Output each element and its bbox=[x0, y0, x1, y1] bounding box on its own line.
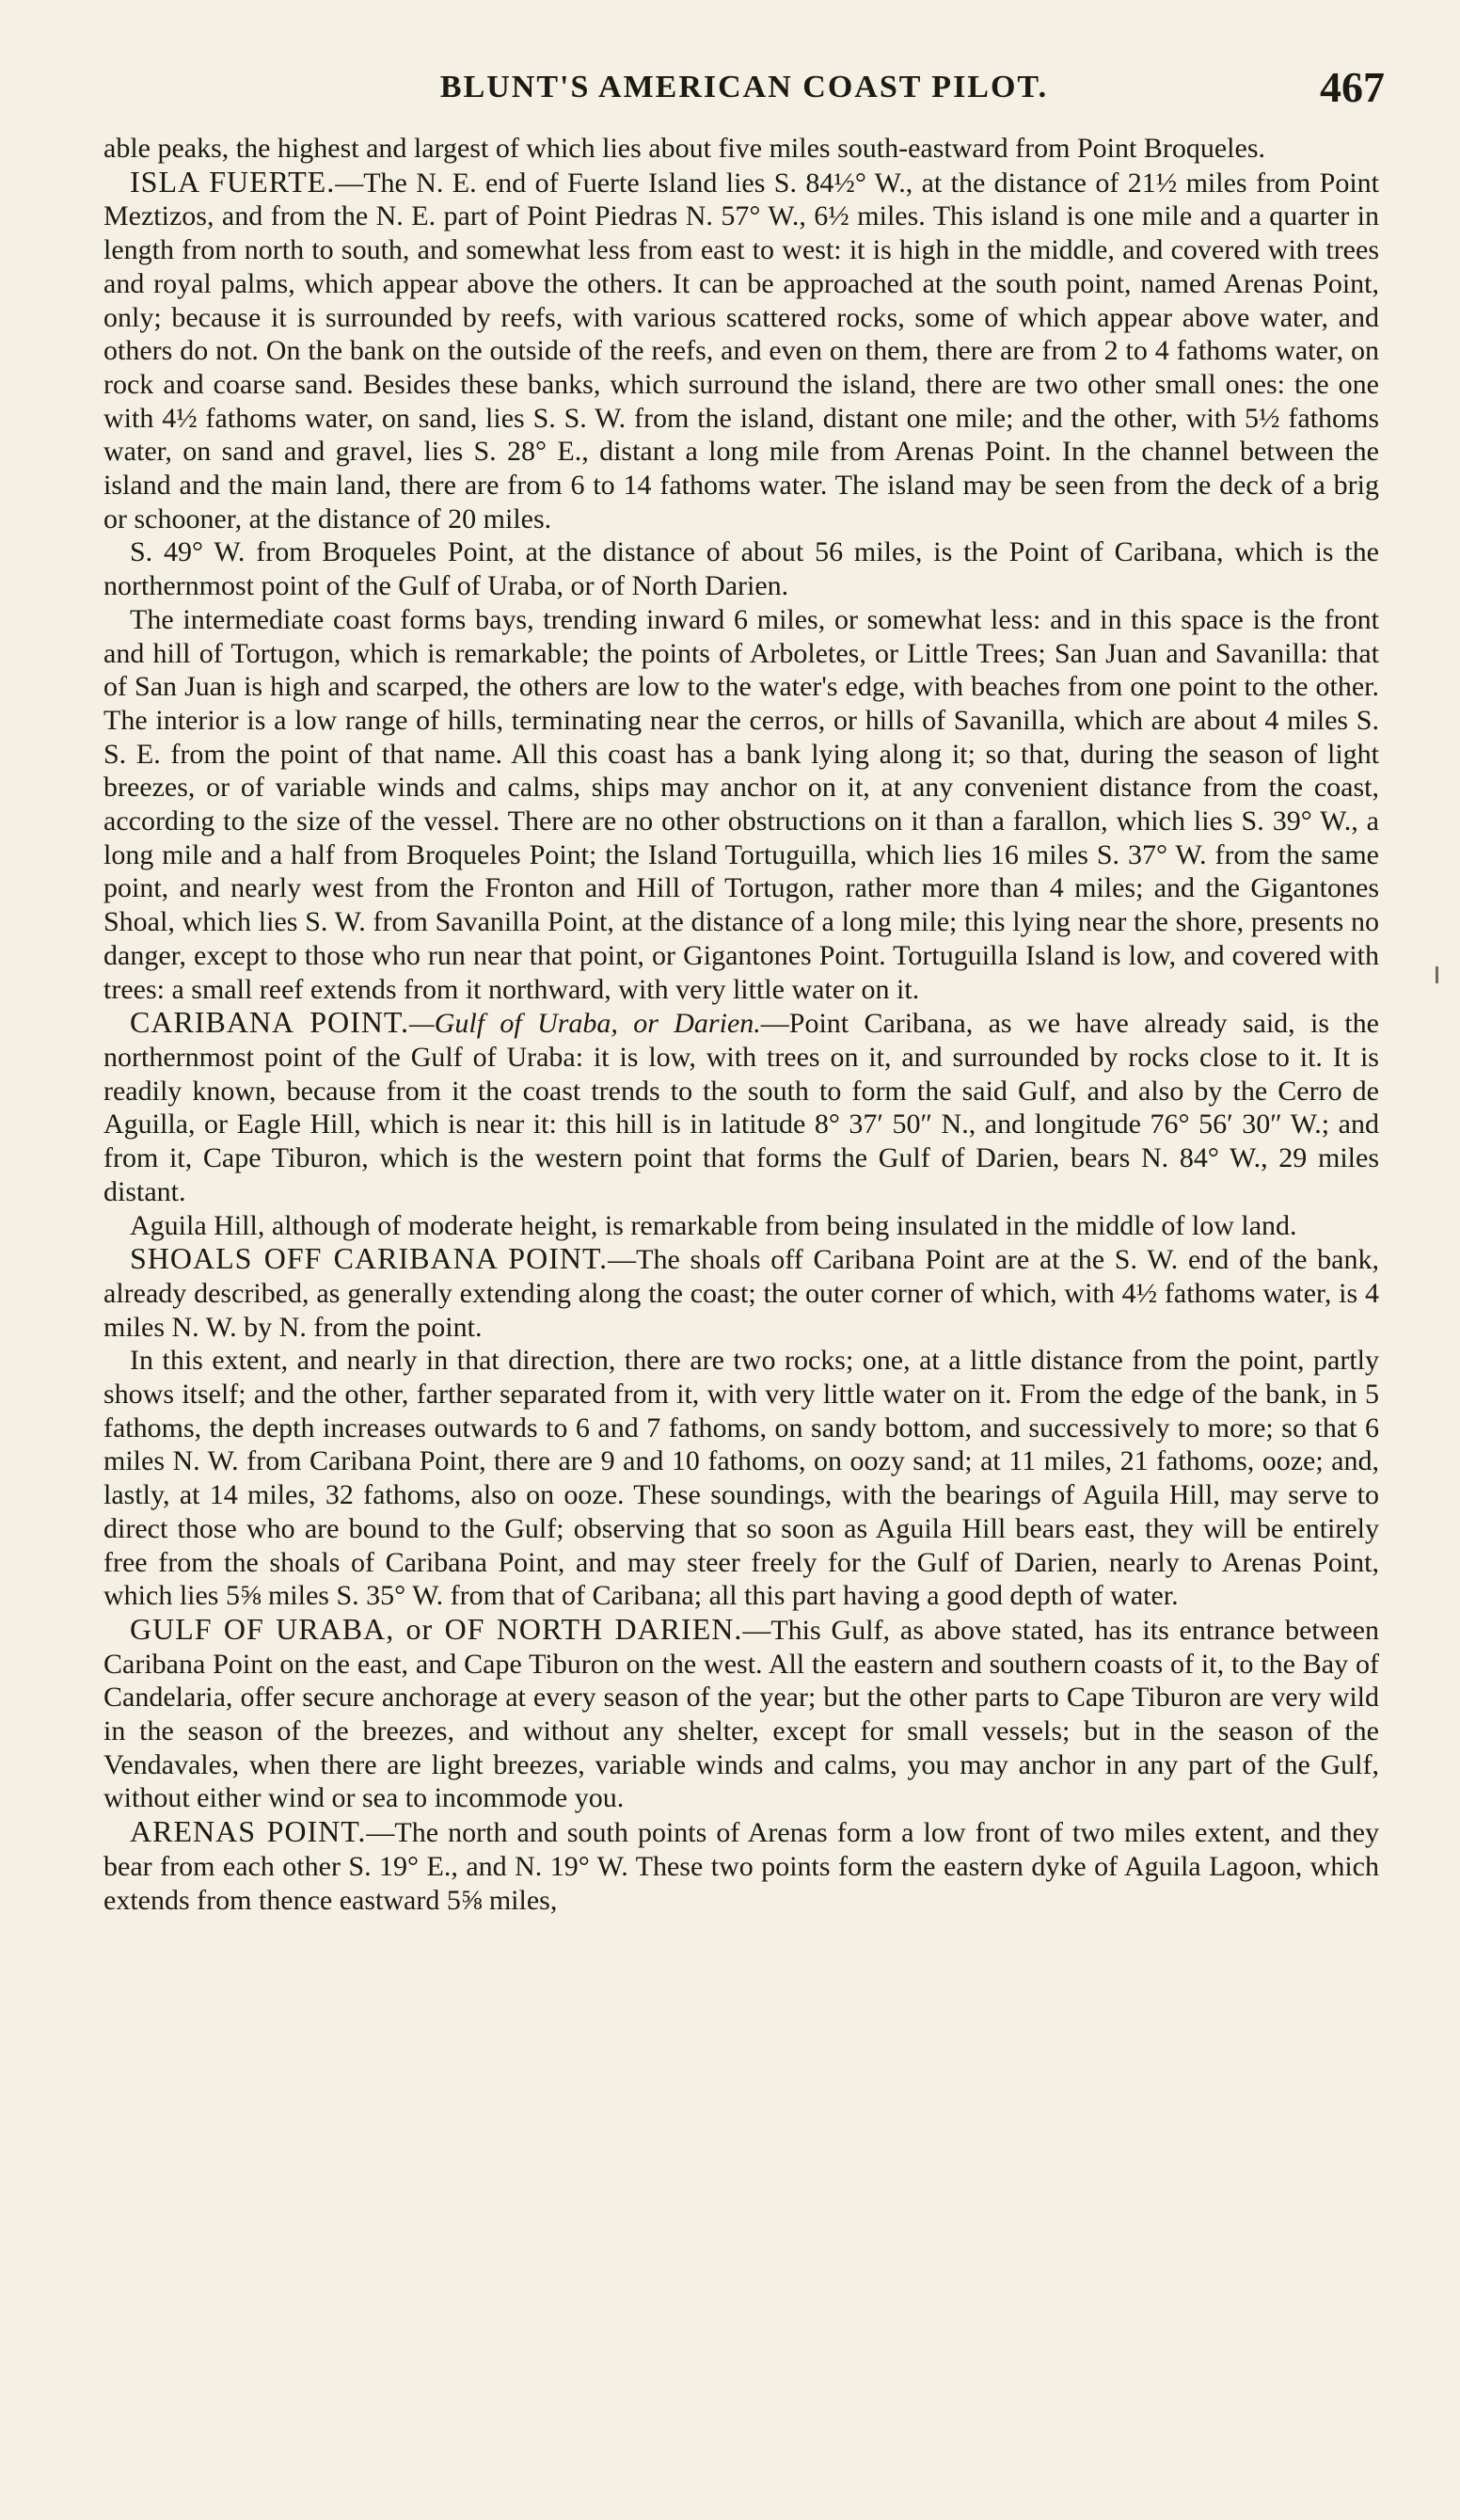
paragraph-text: S. 49° W. from Broqueles Point, at the distance of about 56 miles, is the Point of Caribana, which is the northernmost point of the Gulf of Uraba, or of North Darien. bbox=[103, 536, 1379, 602]
section-heading-arenas-point: ARENAS POINT. bbox=[130, 1814, 367, 1849]
paragraph-text: —This Gulf, as above stated, has its entrance between Caribana Point on the east, and Cape Tiburon on the west. All the eastern and southern coasts of it, to the Bay of Candelaria, offer secure anchorage at every season of the year; but the other parts to Cape Tiburon are very wild in the season of the breezes, and without any shelter, except for small vessels; but in the season of the Vendavales, when there are light breezes, variable winds and calms, you may anchor in any part of the Gulf, without either wind or sea to incommode you. bbox=[103, 1614, 1379, 1814]
paragraph-text: —The N. E. end of Fuerte Island lies S. 84½° W., at the distance of 21½ miles from Point Meztizos, and from the N. E. part of Point Piedras N. 57° W., 6½ miles. This island is one mile and a quarter in length from north to south, and somewhat less from east to west: it is high in the middle, and covered with trees and royal palms, which appear above the others. It can be approached at the south point, named Arenas Point, only; because it is surrounded by reefs, with various scattered rocks, some of which appear above water, and others do not. On the bank on the outside of the reefs, and even on them, there are from 2 to 4 fathoms water, on rock and coarse sand. Besides these banks, which surround the island, there are two other small ones: the one with 4½ fathoms water, on sand, lies S. S. W. from the island, distant one mile; and the other, with 5½ fathoms water, on sand and gravel, lies S. 28° E., distant a long mile from Arenas Point. In the channel between the island and the main land, there are from 6 to 14 fathoms water. The island may be seen from the deck of a brig or schooner, at the distance of 20 miles. bbox=[103, 167, 1379, 534]
margin-mark bbox=[1436, 966, 1438, 983]
paragraph-text: —Point Caribana, as we have already said, is the northernmost point of the Gulf of Uraba: it is low, with trees on it, and surrounded by rocks close to it. It is readily known, because from it the coast trends to the south to form the said Gulf, and also by the Cerro de Aguilla, or Eagle Hill, which is near it: this hill is in latitude 8° 37′ 50″ N., and longitude 76° 56′ 30″ W.; and from it, Cape Tiburon, which is the western point that forms the Gulf of Darien, bears N. 84° W., 29 miles distant. bbox=[103, 1008, 1379, 1207]
section-subheading-gulf-of-uraba: —Gulf of Uraba, or Darien. bbox=[409, 1008, 761, 1040]
page-header bbox=[103, 62, 1385, 119]
paragraph-arenas-point bbox=[103, 1815, 1379, 1917]
paragraph-text: The intermediate coast forms bays, trending inward 6 miles, or somewhat less: and in this space is the front and hill of Tortugon, which is remarkable; the points of Arboletes, or Little Trees; San Juan and Savanilla: that of San Juan is high and scarped, the others are low to the water's edge, with beaches from one point to the other. The interior is a low range of hills, terminating near the cerros, or hills of Savanilla, which are about 4 miles S. S. E. from the point of that name. All this coast has a bank lying along it; so that, during the season of light breezes, or of variable winds and calms, ships may anchor on it, at any convenient distance from the coast, according to the size of the vessel. There are no other obstructions on it than a farallon, which lies S. 39° W., a long mile and a half from Broqueles Point; the Island Tortuguilla, which lies 16 miles S. 37° W. from the same point, and nearly west from the Fronton and Hill of Tortugon, rather more than 4 miles; and the Gigantones Shoal, which lies S. W. from Savanilla Point, at the distance of a long mile; this lying near the shore, presents no danger, except to those who run near that point, or Gigantones Point. Tortuguilla Island is low, and covered with trees: a small reef extends from it northward, with very little water on it. bbox=[103, 603, 1379, 1005]
paragraph-text: Aguila Hill, although of moderate height, is remarkable from being insulated in the middle of low land. bbox=[130, 1209, 1297, 1241]
paragraph-gulf-of-uraba bbox=[103, 1613, 1379, 1815]
paragraph-text: In this extent, and nearly in that direction, there are two rocks; one, at a little distance from the point, partly shows itself; and the other, farther separated from it, with very little water on it. From the edge of the bank, in 5 fathoms, the depth increases outwards to 6 and 7 fathoms, on sandy bottom, and successively to more; so that 6 miles N. W. from Caribana Point, there are 9 and 10 fathoms, on oozy sand; at 11 miles, 21 fathoms, ooze; and, lastly, at 14 miles, 32 fathoms, also on ooze. These soundings, with the bearings of Aguila Hill, may serve to direct those who are bound to the Gulf; observing that so soon as Aguila Hill bears east, they will be entirely free from the shoals of Caribana Point, and may steer freely for the Gulf of Darien, nearly to Arenas Point, which lies 5⅝ miles S. 35° W. from that of Caribana; all this part having a good depth of water. bbox=[103, 1345, 1379, 1612]
running-title: BLUNT'S AMERICAN COAST PILOT. bbox=[439, 70, 1049, 104]
paragraph-text: —The north and south points of Arenas form a low front of two miles extent, and they bear from each other S. 19° E., and N. 19° W. These two points form the eastern dyke of Aguila Lagoon, which extends from thence eastward 5⅝ miles, bbox=[103, 1817, 1379, 1916]
section-heading-isla-fuerte: ISLA FUERTE. bbox=[130, 164, 336, 199]
page-number: 467 bbox=[1320, 63, 1385, 111]
paragraph-aguila-hill bbox=[103, 1209, 1379, 1243]
paragraph-intermediate-coast bbox=[103, 603, 1379, 1006]
section-heading-caribana-point: CARIBANA POINT. bbox=[130, 1005, 410, 1040]
paragraph-text: —The shoals off Caribana Point are at the S. W. end of the bank, already described, as generally extending along the coast; the outer corner of which, with 4½ fathoms water, is 4 miles N. W. by N. from the point. bbox=[103, 1244, 1379, 1343]
paragraph-caribana-bearing bbox=[103, 535, 1379, 602]
paragraph-continuation bbox=[103, 132, 1379, 166]
paragraph-text: able peaks, the highest and largest of which lies about five miles south-eastward from Point Broqueles. bbox=[103, 133, 1265, 164]
paragraph-shoals-off-caribana bbox=[103, 1242, 1379, 1344]
paragraph-caribana-point bbox=[103, 1006, 1379, 1208]
section-heading-shoals-off-caribana: SHOALS OFF CARIBANA POINT. bbox=[130, 1241, 609, 1276]
body-text bbox=[103, 132, 1379, 1917]
section-heading-gulf-of-uraba: GULF OF URABA, or OF NORTH DARIEN. bbox=[130, 1611, 743, 1646]
paragraph-isla-fuerte bbox=[103, 166, 1379, 536]
paragraph-soundings bbox=[103, 1344, 1379, 1613]
